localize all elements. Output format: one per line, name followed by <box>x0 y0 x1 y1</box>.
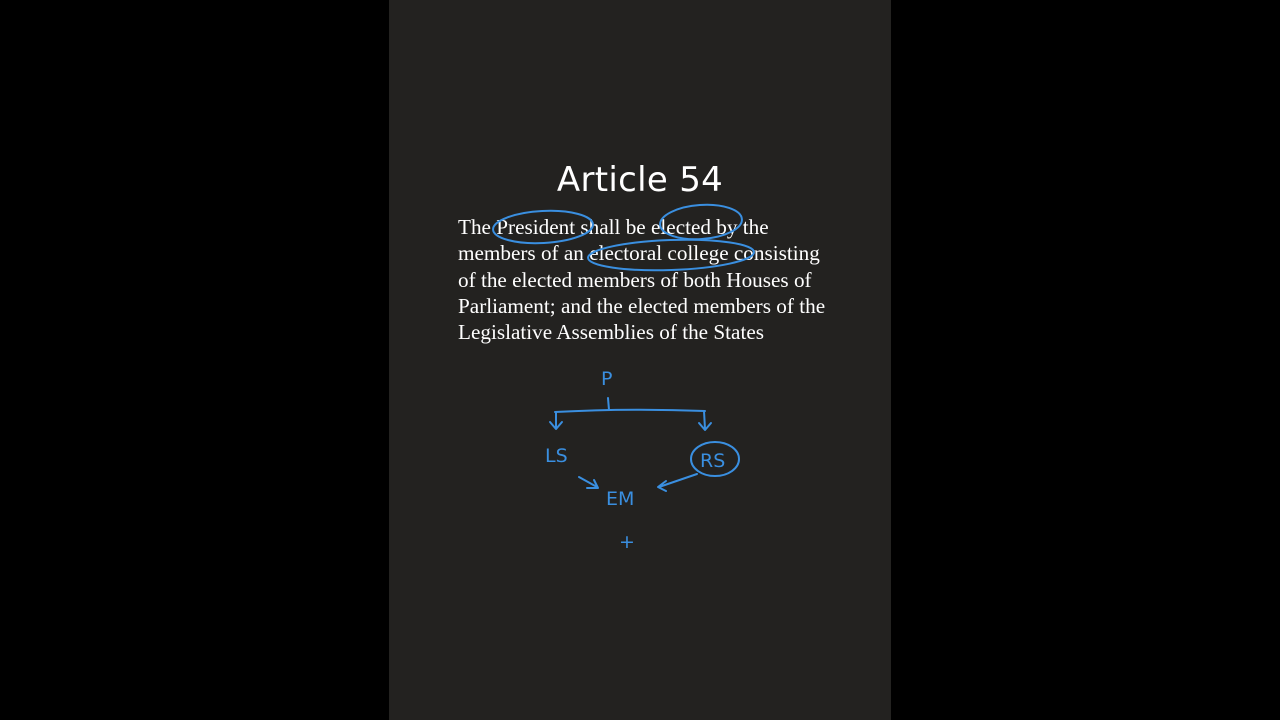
node-ls: LS <box>545 445 568 467</box>
handwritten-annotations <box>389 0 891 720</box>
article-text <box>458 214 878 345</box>
plus-sign: + <box>619 531 635 553</box>
branch-line <box>555 410 705 412</box>
text-line: of the elected members of both Houses of <box>458 267 812 292</box>
arrow-ls-to-em <box>579 477 598 488</box>
arrow-rs-to-em <box>658 474 697 491</box>
stem-line <box>608 398 609 410</box>
node-rs: RS <box>700 450 726 472</box>
text-line: members of an electoral college consisting <box>458 241 820 266</box>
text-line: The President shall be elected by the <box>458 215 769 239</box>
text-line: Legislative Assemblies of the States <box>458 320 764 345</box>
article-title: Article 54 <box>556 160 724 200</box>
node-em: EM <box>606 488 635 510</box>
node-p: P <box>601 368 613 390</box>
text-line: Parliament; and the elected members of the <box>458 293 826 318</box>
slide-panel <box>389 0 891 720</box>
right-arrow <box>699 411 711 430</box>
left-arrow <box>550 412 562 429</box>
circle-rs <box>691 442 739 476</box>
